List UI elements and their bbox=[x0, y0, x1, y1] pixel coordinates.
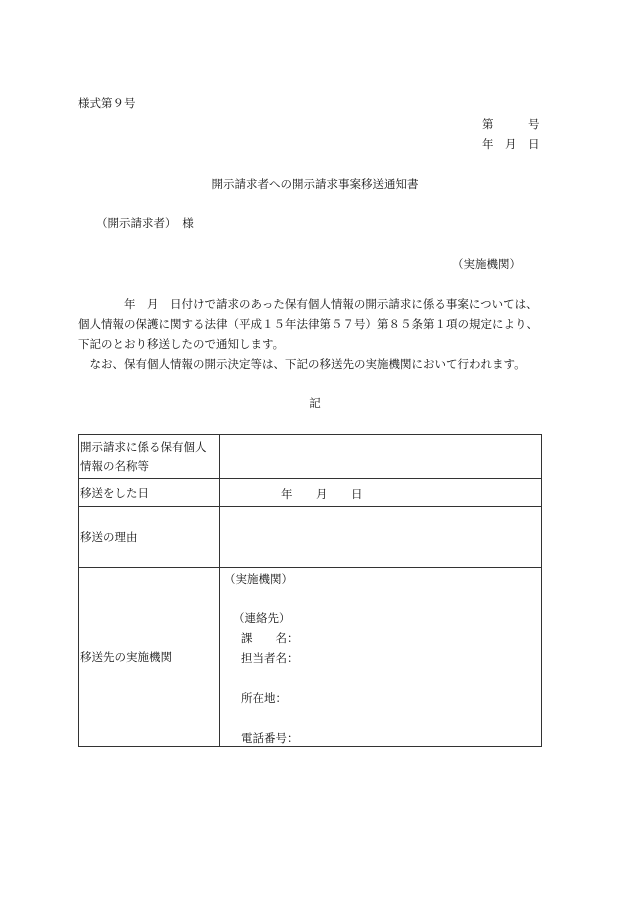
body-line-2: 個人情報の保護に関する法律（平成１５年法律第５７号）第８５条第１項の規定により、 bbox=[78, 317, 538, 331]
dest-contact-label: （連絡先） bbox=[233, 611, 291, 625]
label-line: 情報の名称等 bbox=[80, 458, 149, 473]
document-date: 年 月 日 bbox=[482, 137, 540, 151]
dest-person-label: 担当者名： bbox=[241, 651, 299, 665]
recipient-line: （開示請求者） 様 bbox=[96, 216, 194, 230]
label-cell bbox=[79, 435, 220, 479]
date-day-label: 日 bbox=[351, 487, 363, 501]
dest-address-label: 所在地： bbox=[241, 691, 287, 705]
dest-section-label: 課 名： bbox=[241, 631, 299, 645]
sender-agency: （実施機関） bbox=[452, 257, 521, 271]
table-row bbox=[79, 435, 542, 479]
label-cell: 移送の理由 bbox=[79, 507, 220, 568]
date-month-label: 月 bbox=[316, 487, 328, 501]
label-cell: 移送をした日 bbox=[79, 479, 220, 507]
body-line-1: 年 月 日付けで請求のあった保有個人情報の開示請求に係る事案については、 bbox=[78, 297, 538, 311]
body-line-3: 下記のとおり移送したので通知します。 bbox=[78, 337, 285, 351]
label-line: 開示請求に係る保有個人 bbox=[80, 439, 207, 454]
document-number: 第 号 bbox=[482, 117, 540, 131]
dest-phone-label: 電話番号： bbox=[241, 731, 299, 745]
value-cell bbox=[220, 479, 542, 507]
form-number: 様式第９号 bbox=[78, 96, 136, 110]
value-cell bbox=[220, 435, 542, 479]
body-line-4: なお、保有個人情報の開示決定等は、下記の移送先の実施機関において行われます。 bbox=[78, 357, 526, 371]
label-cell: 移送先の実施機関 bbox=[79, 568, 220, 747]
table-row bbox=[79, 507, 542, 568]
value-cell bbox=[220, 507, 542, 568]
details-table bbox=[78, 434, 542, 747]
ki-heading: 記 bbox=[309, 396, 321, 410]
table-row bbox=[79, 479, 542, 507]
value-cell bbox=[220, 568, 542, 747]
dest-agency-label: （実施機関） bbox=[224, 572, 293, 586]
document-title: 開示請求者への開示請求事案移送通知書 bbox=[211, 177, 419, 191]
table-row bbox=[79, 568, 542, 747]
date-year-label: 年 bbox=[281, 487, 293, 501]
